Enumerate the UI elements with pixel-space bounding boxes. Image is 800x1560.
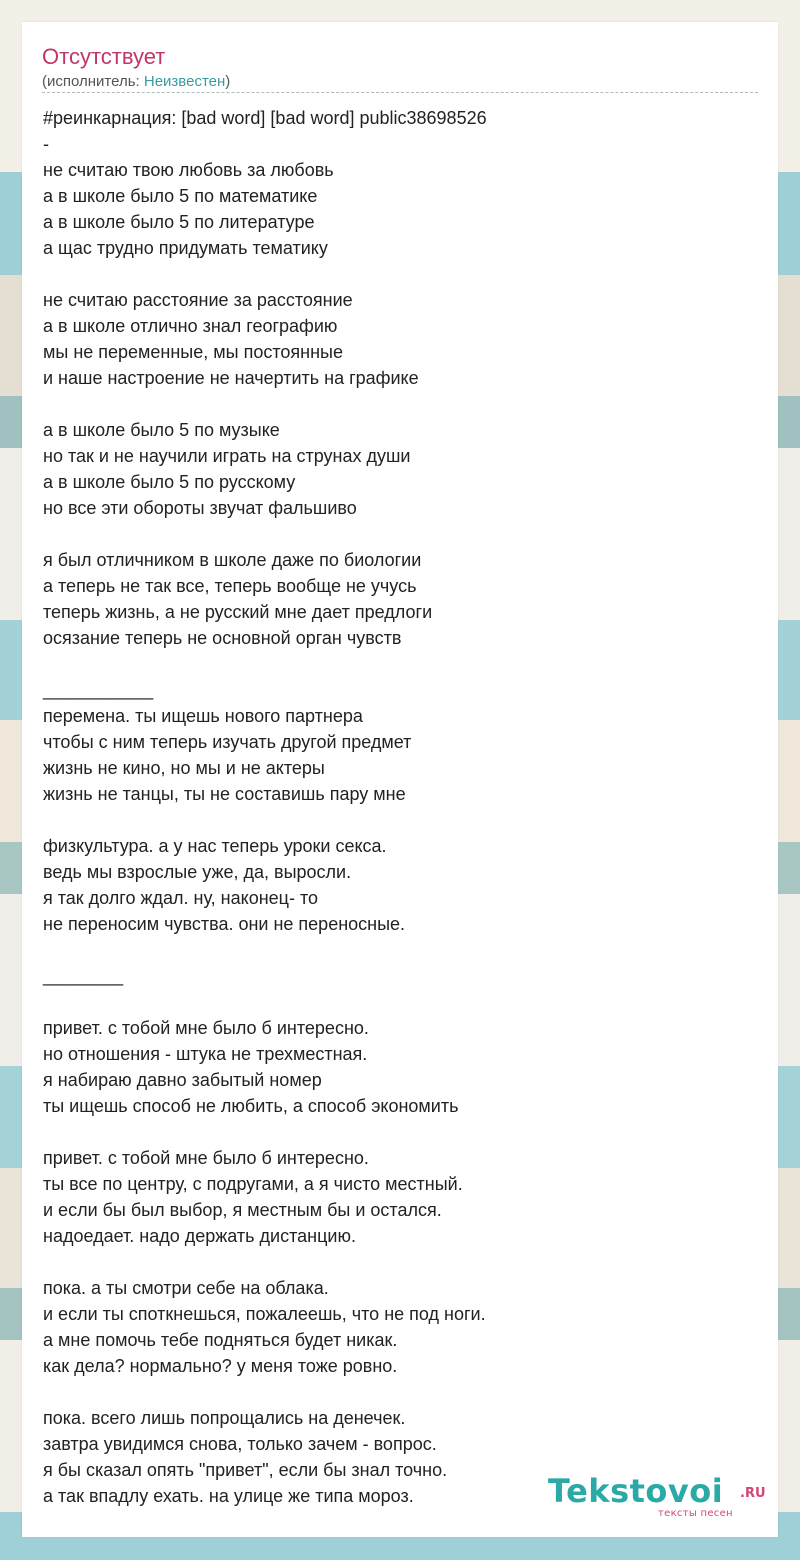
lyric-line: и если ты споткнешься, пожалеешь, что не под ноги. <box>43 1304 486 1324</box>
lyric-line: а так впадлу ехать. на улице же типа мороз. <box>43 1486 414 1506</box>
lyric-line: но так и не научили играть на струнах души <box>43 446 411 466</box>
lyric-line: мы не переменные, мы постоянные <box>43 342 343 362</box>
lyric-line: жизнь не танцы, ты не составишь пару мне <box>43 784 406 804</box>
lyric-line: а в школе было 5 по математике <box>43 186 318 206</box>
lyric-line: не переносим чувства. они не переносные. <box>43 914 406 934</box>
lyric-line <box>43 1379 759 1405</box>
lyric-line: а теперь не так все, теперь вообще не учусь <box>43 576 417 596</box>
lyric-line <box>43 937 759 963</box>
lyric-line: как дела? нормально? у меня тоже ровно. <box>43 1356 398 1376</box>
lyric-line: привет. с тобой мне было б интересно. <box>43 1018 369 1038</box>
lyric-line: ты все по центру, с подругами, а я чисто местный. <box>43 1174 463 1194</box>
lyric-line: физкультура. а у нас теперь уроки секса. <box>43 836 387 856</box>
artist-line <box>42 73 230 91</box>
lyric-line: а щас трудно придумать тематику <box>43 238 328 258</box>
lyric-line <box>43 989 759 1015</box>
lyric-line: не считаю твою любовь за любовь <box>43 160 334 180</box>
lyrics-text <box>43 105 759 1509</box>
lyric-line: теперь жизнь, а не русский мне дает предлоги <box>43 602 433 622</box>
lyric-line <box>43 1119 759 1145</box>
lyric-line: - <box>43 134 49 154</box>
site-logo[interactable] <box>548 1472 768 1532</box>
lyric-line: ты ищешь способ не любить, а способ экономить <box>43 1096 459 1116</box>
lyric-line: #реинкарнация: [bad word] [bad word] public38698526 <box>43 108 487 128</box>
lyrics-card <box>22 22 778 1537</box>
lyric-line <box>43 391 759 417</box>
lyric-line: я так долго ждал. ну, наконец- то <box>43 888 319 908</box>
lyric-line: чтобы с ним теперь изучать другой предмет <box>43 732 412 752</box>
lyric-line: а в школе было 5 по литературе <box>43 212 315 232</box>
lyric-line: жизнь не кино, но мы и не актеры <box>43 758 325 778</box>
lyric-line: пока. всего лишь попрощались на денечек. <box>43 1408 406 1428</box>
lyric-line: привет. с тобой мне было б интересно. <box>43 1148 369 1168</box>
lyric-line: но отношения - штука не трехместная. <box>43 1044 368 1064</box>
lyric-line <box>43 521 759 547</box>
logo-wordmark: Tekstovoi <box>548 1472 724 1510</box>
logo-tld: .RU <box>740 1486 766 1501</box>
lyric-line: но все эти обороты звучат фальшиво <box>43 498 357 518</box>
lyric-line: надоедает. надо держать дистанцию. <box>43 1226 356 1246</box>
lyric-line: а в школе было 5 по русскому <box>43 472 296 492</box>
lyric-line: перемена. ты ищешь нового партнера <box>43 706 363 726</box>
lyric-line: а мне помочь тебе подняться будет никак. <box>43 1330 398 1350</box>
lyric-line: и если бы был выбор, я местным бы и остался. <box>43 1200 442 1220</box>
lyric-line: не считаю расстояние за расстояние <box>43 290 353 310</box>
lyric-line: и наше настроение не начертить на графике <box>43 368 419 388</box>
lyric-line: а в школе было 5 по музыке <box>43 420 280 440</box>
lyric-line <box>43 1249 759 1275</box>
lyric-line <box>43 261 759 287</box>
lyric-line: пока. а ты смотри себе на облака. <box>43 1278 329 1298</box>
header-divider <box>42 92 758 93</box>
lyric-line: осязание теперь не основной орган чувств <box>43 628 402 648</box>
lyric-line: я был отличником в школе даже по биологии <box>43 550 422 570</box>
artist-suffix: ) <box>225 73 231 90</box>
lyric-line: ________ <box>43 966 124 986</box>
lyric-line <box>43 651 759 677</box>
lyric-line: я бы сказал опять "привет", если бы знал точно. <box>43 1460 448 1480</box>
logo-tagline: тексты песен <box>658 1508 733 1519</box>
lyric-line: ведь мы взрослые уже, да, выросли. <box>43 862 352 882</box>
lyric-line: а в школе отлично знал географию <box>43 316 338 336</box>
lyric-line: ___________ <box>43 680 154 700</box>
song-title: Отсутствует <box>42 44 166 69</box>
lyric-line: завтра увидимся снова, только зачем - вопрос. <box>43 1434 437 1454</box>
lyric-line: я набираю давно забытый номер <box>43 1070 322 1090</box>
artist-prefix: (исполнитель: <box>42 73 144 90</box>
lyric-line <box>43 807 759 833</box>
artist-link[interactable]: Неизвестен <box>143 73 226 90</box>
